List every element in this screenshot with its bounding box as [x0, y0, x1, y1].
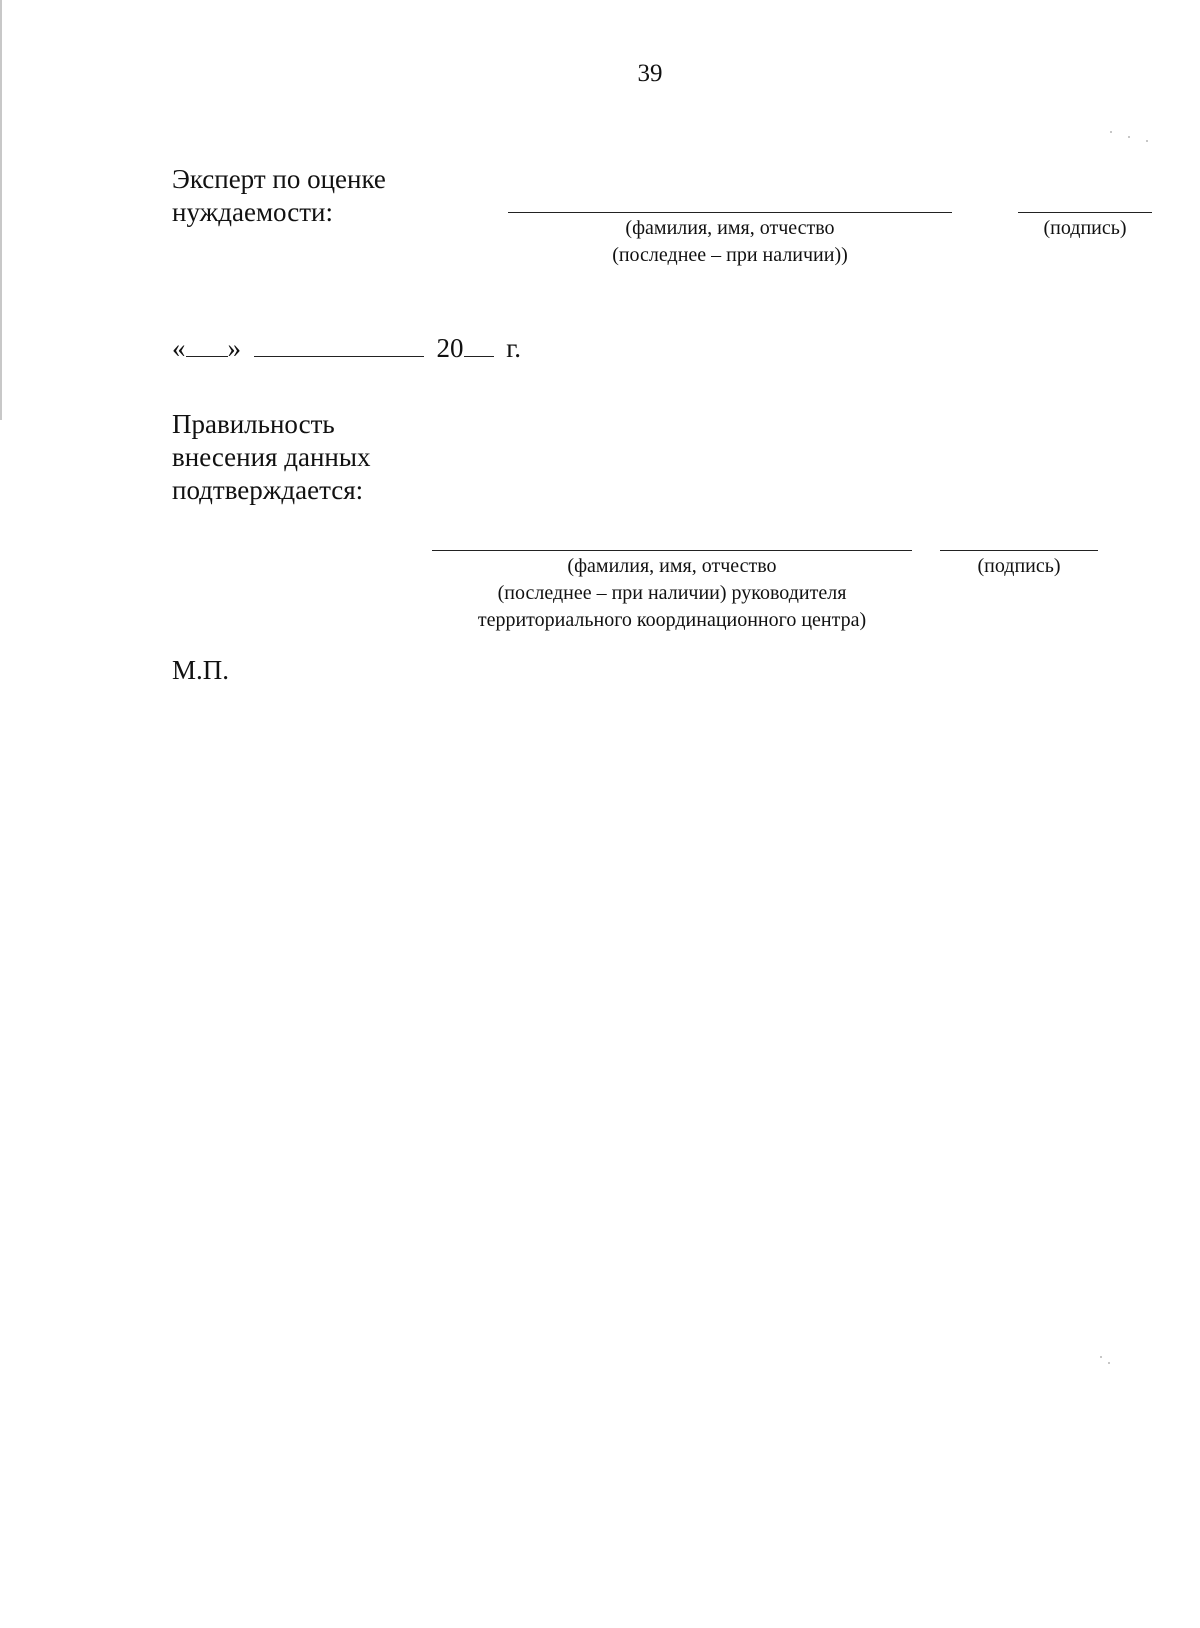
- confirmation-signature-caption: (подпись): [977, 555, 1061, 577]
- confirmation-name-line[interactable]: [432, 550, 912, 551]
- expert-signature-line[interactable]: [1018, 212, 1152, 213]
- date-day-blank[interactable]: [186, 332, 228, 357]
- date-year-prefix: 20: [436, 333, 464, 363]
- date-month-blank[interactable]: [254, 332, 424, 357]
- scan-speck: [1108, 1362, 1110, 1364]
- scan-speck: [1110, 131, 1112, 133]
- expert-name-line[interactable]: [508, 212, 952, 213]
- stamp-place: М.П.: [172, 655, 230, 685]
- confirmation-name-caption-line1: (фамилия, имя, отчество: [567, 555, 777, 577]
- confirmation-label-line2: внесения данных: [172, 442, 371, 472]
- confirmation-label-line3: подтверждается:: [172, 475, 364, 505]
- expert-signature-caption: (подпись): [1043, 217, 1127, 239]
- scan-speck: [1100, 1356, 1102, 1358]
- expert-label-line1: Эксперт по оценке: [172, 164, 386, 194]
- date-close-quote: »: [227, 333, 241, 363]
- confirmation-signature-line[interactable]: [940, 550, 1098, 551]
- confirmation-name-caption-line3: территориального координационного центра): [477, 609, 867, 631]
- date-year-blank[interactable]: [464, 332, 494, 357]
- date-line: [172, 332, 521, 364]
- confirmation-name-caption-line2: (последнее – при наличии) руководителя: [497, 582, 847, 604]
- scan-speck: [1128, 136, 1130, 138]
- date-year-suffix: г.: [506, 333, 522, 363]
- date-open-quote: «: [172, 333, 186, 363]
- expert-label-line2: нуждаемости:: [172, 197, 333, 227]
- page-number: 39: [637, 60, 663, 87]
- scan-edge: [0, 0, 2, 420]
- scan-speck: [1146, 140, 1148, 142]
- confirmation-label-line1: Правильность: [172, 409, 335, 439]
- expert-name-caption-line2: (последнее – при наличии)): [612, 244, 848, 266]
- expert-name-caption-line1: (фамилия, имя, отчество: [625, 217, 835, 239]
